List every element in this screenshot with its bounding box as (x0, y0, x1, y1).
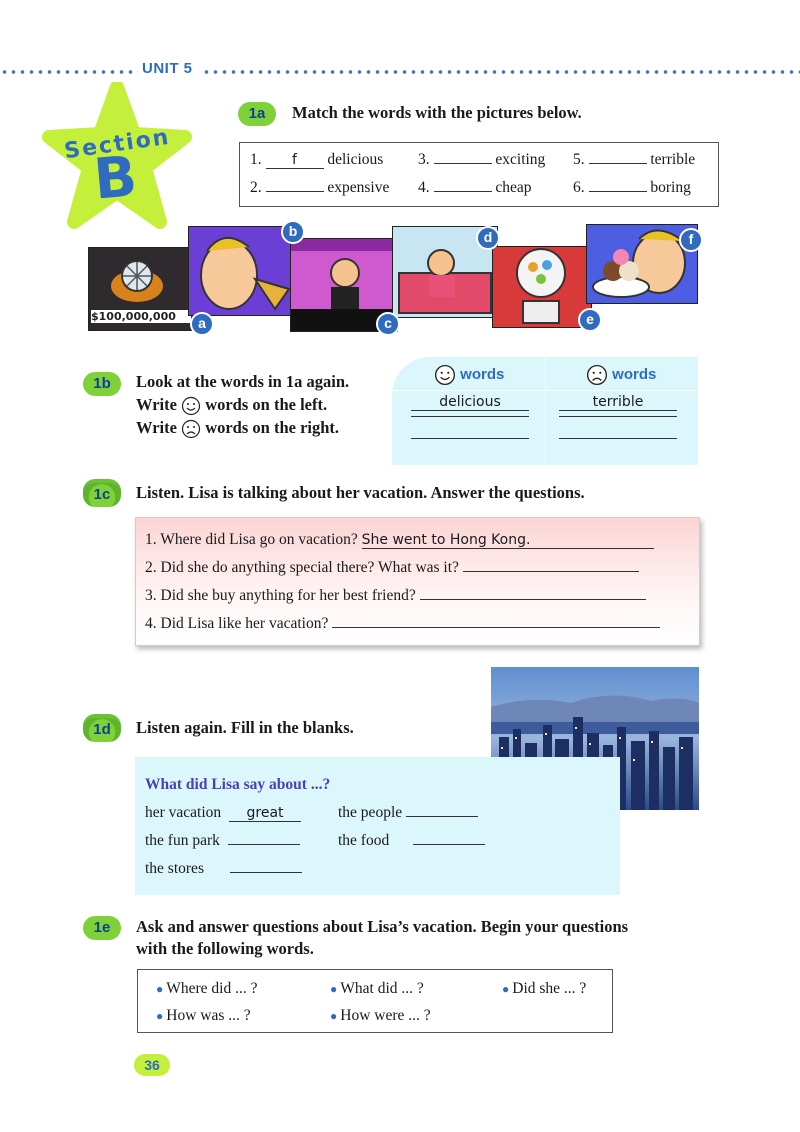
unit-label: UNIT 5 (142, 60, 193, 77)
answer-blank-1[interactable]: f (266, 152, 324, 169)
instruction-1a: Match the words with the pictures below. (292, 103, 582, 122)
answer-blank-5[interactable] (589, 163, 647, 164)
question-word-1: ● Where did ... ? (156, 980, 258, 997)
smiley-face-icon (181, 396, 201, 416)
picture-a (88, 247, 194, 331)
exercise-badge-1c: 1c (83, 479, 121, 507)
picture-b (188, 226, 296, 316)
fill-people: the people (338, 804, 478, 822)
match-item-1: 1. f delicious (250, 151, 384, 168)
answer-blank-4[interactable] (434, 191, 492, 192)
instruction-1c: Listen. Lisa is talking about her vacation. Answer the questions. (136, 483, 585, 502)
match-item-3: 3. exciting (418, 151, 546, 168)
words-table-divider-h (392, 390, 698, 391)
section-word: Section (62, 124, 172, 165)
bad-word-blank-3[interactable] (559, 438, 677, 439)
bullet-icon: ● (330, 1009, 338, 1023)
picture-e (492, 246, 592, 328)
answer-4[interactable] (332, 627, 660, 628)
bad-food-face-icon (189, 227, 295, 315)
picture-label-c: c (376, 312, 400, 336)
candy-machine-icon (493, 247, 591, 327)
picture-label-d: d (476, 226, 500, 250)
question-2: 2. Did she do anything special there? What was it? (145, 559, 639, 577)
good-word-blank-1[interactable]: delicious (411, 394, 529, 411)
top-dotted-rule-right (202, 70, 800, 74)
instruction-1e-line2: with the following words. (136, 939, 314, 958)
section-letter: B (91, 144, 140, 213)
people-blank[interactable] (406, 816, 478, 817)
price-tag: $100,000,000 (91, 310, 191, 323)
fill-vacation: her vacation great (145, 804, 301, 822)
instruction-1d: Listen again. Fill in the blanks. (136, 718, 354, 737)
vacation-blank[interactable]: great (229, 805, 301, 822)
stores-blank[interactable] (230, 872, 302, 873)
good-word-blank-3[interactable] (411, 438, 529, 439)
match-item-2: 2. expensive (250, 179, 390, 196)
page-number: 36 (134, 1054, 170, 1076)
exercise-badge-1d: 1d (83, 714, 121, 742)
fill-food: the food (338, 832, 485, 850)
food-blank[interactable] (413, 844, 485, 845)
sad-face-icon (586, 364, 608, 386)
picture-label-b: b (281, 220, 305, 244)
instruction-1b-line1: Look at the words in 1a again. (136, 372, 350, 391)
answer-2[interactable] (463, 571, 639, 572)
instruction-1e-line1: Ask and answer questions about Lisa’s vacation. Begin your questions (136, 917, 629, 936)
instruction-1b-line3: Write words on the right. (136, 418, 339, 439)
smiley-face-icon (434, 364, 456, 386)
words-table-header-left: words (434, 364, 504, 386)
question-word-2: ● What did ... ? (330, 980, 424, 997)
question-word-3: ● Did she ... ? (502, 980, 587, 997)
bullet-icon: ● (156, 982, 164, 996)
match-item-4: 4. cheap (418, 179, 532, 196)
exercise-badge-1b: 1b (83, 372, 121, 396)
bullet-icon: ● (330, 982, 338, 996)
answer-blank-2[interactable] (266, 191, 324, 192)
match-item-6: 6. boring (573, 179, 691, 196)
question-1: 1. Where did Lisa go on vacation? She went to Hong Kong. (145, 531, 654, 549)
picture-label-f: f (679, 228, 703, 252)
picture-label-e: e (578, 308, 602, 332)
bad-word-blank-1[interactable]: terrible (559, 394, 677, 411)
answer-blank-3[interactable] (434, 163, 492, 164)
instruction-1b-line2: Write words on the left. (136, 395, 327, 416)
answer-blank-6[interactable] (589, 191, 647, 192)
picture-label-a: a (190, 312, 214, 336)
sad-face-icon (181, 419, 201, 439)
answer-1[interactable]: She went to Hong Kong. (362, 532, 654, 549)
top-dotted-rule-left (0, 70, 138, 74)
words-table-header-right: words (586, 364, 656, 386)
question-word-4: ● How was ... ? (156, 1007, 251, 1024)
question-3: 3. Did she buy anything for her best friend? (145, 587, 646, 605)
fill-stores: the stores (145, 860, 302, 878)
bullet-icon: ● (502, 982, 510, 996)
question-word-5: ● How were ... ? (330, 1007, 431, 1024)
words-table-divider-v (545, 357, 546, 465)
question-4: 4. Did Lisa like her vacation? (145, 615, 660, 633)
bad-word-blank-2[interactable] (559, 416, 677, 417)
funpark-blank[interactable] (228, 844, 300, 845)
fill-funpark: the fun park (145, 832, 300, 850)
fill-in-title: What did Lisa say about ...? (145, 776, 331, 793)
bullet-icon: ● (156, 1009, 164, 1023)
exercise-badge-1e: 1e (83, 916, 121, 940)
match-item-5: 5. terrible (573, 151, 696, 168)
exercise-badge-1a: 1a (238, 102, 276, 126)
answer-3[interactable] (420, 599, 646, 600)
good-word-blank-2[interactable] (411, 416, 529, 417)
